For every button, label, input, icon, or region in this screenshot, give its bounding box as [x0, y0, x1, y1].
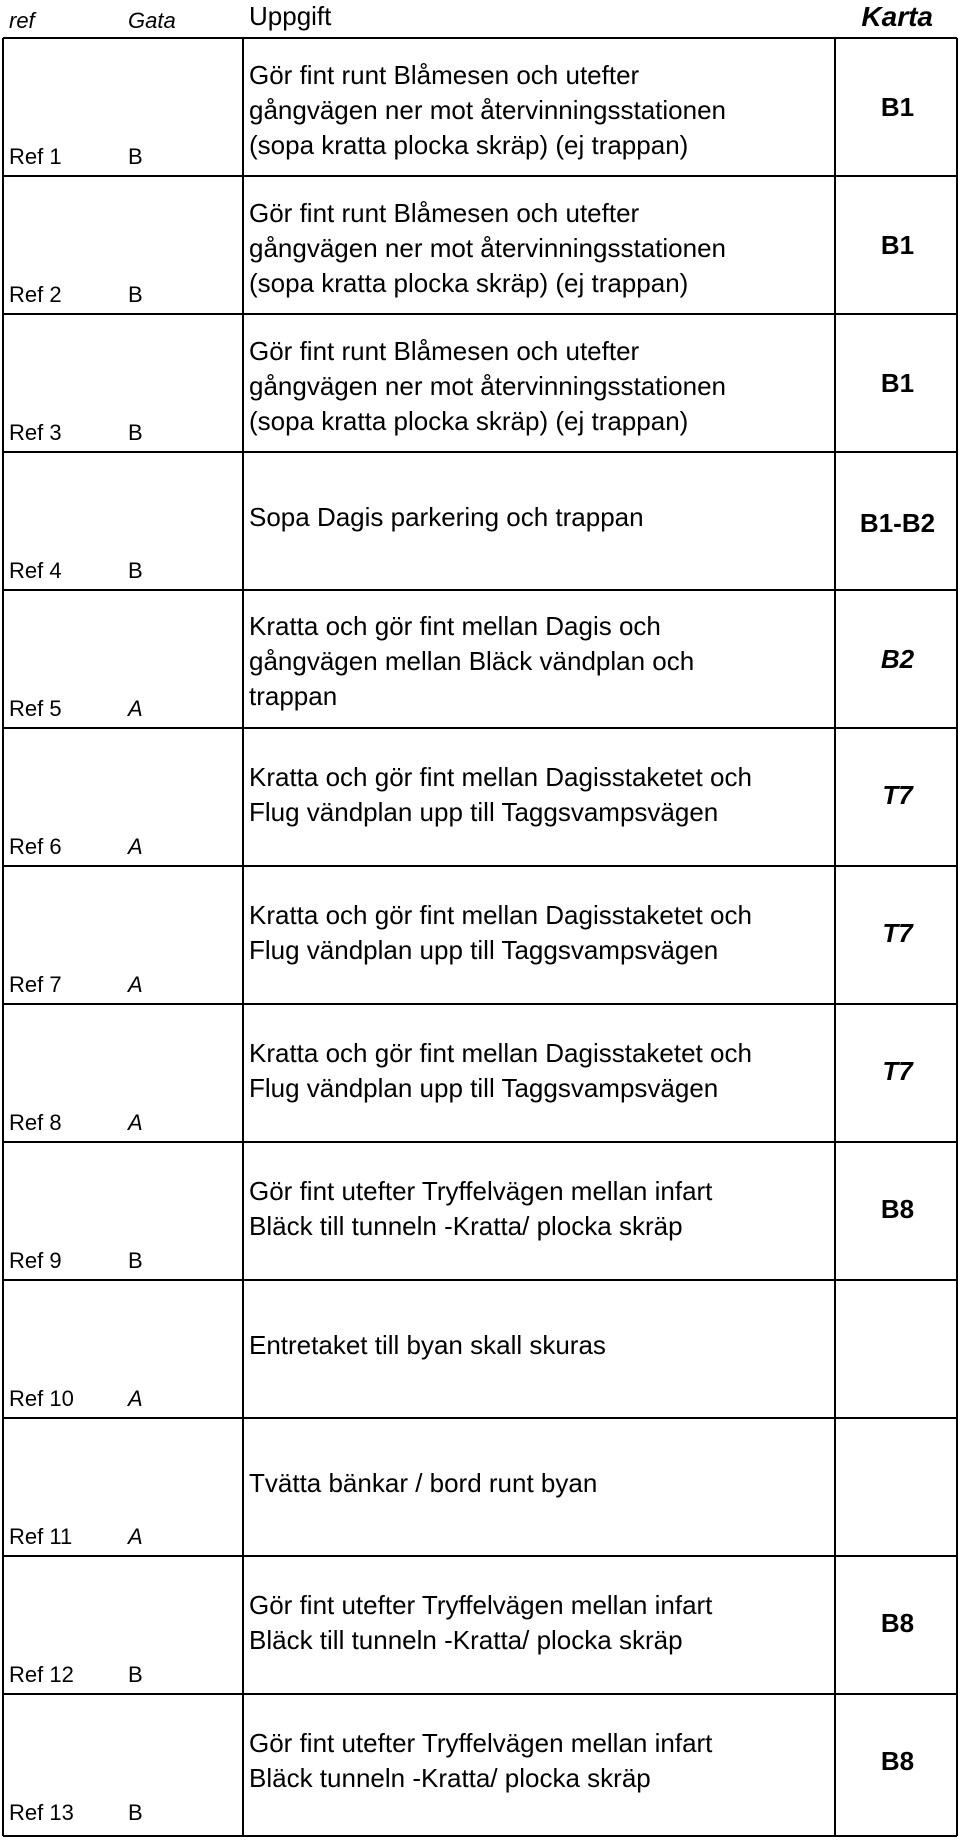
row-gata: A — [128, 972, 143, 997]
task-line: Tvätta bänkar / bord runt byan — [249, 1468, 598, 1498]
row-task — [249, 609, 829, 714]
row-gata: B — [128, 1800, 143, 1825]
table-row — [0, 38, 960, 176]
row-gata: A — [128, 696, 143, 721]
task-line: Flug vändplan upp till Taggsvampsvägen — [249, 935, 719, 965]
row-ref: Ref 2 — [9, 282, 62, 307]
task-line: Gör fint runt Blåmesen och utefter — [249, 198, 640, 228]
table-row — [0, 176, 960, 314]
row-task — [249, 1466, 829, 1501]
row-ref: Ref 6 — [9, 834, 62, 859]
table-row — [0, 1142, 960, 1280]
row-ref: Ref 9 — [9, 1248, 62, 1273]
row-map: B1 — [880, 230, 915, 260]
table-row — [0, 728, 960, 866]
row-ref: Ref 8 — [9, 1110, 62, 1135]
row-map: B1 — [880, 92, 915, 122]
row-gata: B — [128, 558, 143, 583]
task-line: Flug vändplan upp till Taggsvampsvägen — [249, 797, 719, 827]
task-line: (sopa kratta plocka skräp) (ej trappan) — [249, 406, 689, 436]
row-gata: A — [128, 1386, 143, 1411]
header-map: Karta — [861, 1, 933, 32]
row-map: B8 — [880, 1608, 915, 1638]
row-ref: Ref 5 — [9, 696, 62, 721]
task-line: Kratta och gör fint mellan Dagis och — [249, 611, 661, 641]
task-line: Bläck till tunneln -Kratta/ plocka skräp — [249, 1625, 683, 1655]
row-ref: Ref 10 — [9, 1386, 74, 1411]
header-task: Uppgift — [249, 1, 332, 31]
row-gata: A — [128, 1524, 143, 1549]
task-line: (sopa kratta plocka skräp) (ej trappan) — [249, 130, 689, 160]
row-map: B8 — [880, 1746, 915, 1776]
row-map: B2 — [880, 644, 915, 674]
task-line: trappan — [249, 681, 338, 711]
row-task — [249, 500, 829, 535]
task-line: Kratta och gör fint mellan Dagisstaketet och — [249, 900, 752, 930]
row-ref: Ref 4 — [9, 558, 62, 583]
table-row — [0, 452, 960, 590]
row-gata: A — [128, 1110, 143, 1135]
task-line: gångvägen mellan Bläck vändplan och — [249, 646, 695, 676]
table-row — [0, 590, 960, 728]
header-gata: Gata — [128, 8, 176, 33]
task-line: Gör fint utefter Tryffelvägen mellan infart — [249, 1590, 713, 1620]
task-line: Bläck till tunneln -Kratta/ plocka skräp — [249, 1211, 683, 1241]
table-row — [0, 1556, 960, 1694]
row-task — [249, 196, 829, 301]
task-line: gångvägen ner mot återvinningsstationen — [249, 233, 726, 263]
table-row — [0, 866, 960, 1004]
row-map: T7 — [882, 1056, 913, 1086]
task-line: Kratta och gör fint mellan Dagisstaketet och — [249, 1038, 752, 1068]
row-ref: Ref 3 — [9, 420, 62, 445]
row-gata: B — [128, 420, 143, 445]
row-map: B1-B2 — [859, 508, 936, 538]
row-ref: Ref 7 — [9, 972, 62, 997]
row-gata: B — [128, 1248, 143, 1273]
task-line: (sopa kratta plocka skräp) (ej trappan) — [249, 268, 689, 298]
row-gata: B — [128, 144, 143, 169]
row-task — [249, 1328, 829, 1363]
row-map: B1 — [880, 368, 915, 398]
task-line: Kratta och gör fint mellan Dagisstaketet och — [249, 762, 752, 792]
task-line: Sopa Dagis parkering och trappan — [249, 502, 644, 532]
table-row — [0, 1418, 960, 1556]
table-row — [0, 314, 960, 452]
task-line: Gör fint runt Blåmesen och utefter — [249, 60, 640, 90]
row-task — [249, 760, 829, 830]
row-task — [249, 1036, 829, 1106]
row-task — [249, 58, 829, 163]
row-ref: Ref 13 — [9, 1800, 74, 1825]
row-task — [249, 1726, 829, 1796]
row-task — [249, 1588, 829, 1658]
row-gata: B — [128, 282, 143, 307]
task-line: Gör fint runt Blåmesen och utefter — [249, 336, 640, 366]
task-line: gångvägen ner mot återvinningsstationen — [249, 95, 726, 125]
table-row — [0, 1694, 960, 1832]
row-task — [249, 1174, 829, 1244]
table-header — [0, 0, 960, 36]
task-line: Bläck tunneln -Kratta/ plocka skräp — [249, 1763, 651, 1793]
row-task — [249, 898, 829, 968]
task-line: Flug vändplan upp till Taggsvampsvägen — [249, 1073, 719, 1103]
task-line: Gör fint utefter Tryffelvägen mellan infart — [249, 1728, 713, 1758]
task-line: Gör fint utefter Tryffelvägen mellan infart — [249, 1176, 713, 1206]
task-line: Entretaket till byan skall skuras — [249, 1330, 606, 1360]
header-ref: ref — [9, 8, 35, 33]
row-gata: B — [128, 1662, 143, 1687]
task-line: gångvägen ner mot återvinningsstationen — [249, 371, 726, 401]
table-row — [0, 1280, 960, 1418]
row-ref: Ref 1 — [9, 144, 62, 169]
table-row — [0, 1004, 960, 1142]
row-ref: Ref 12 — [9, 1662, 74, 1687]
row-ref: Ref 11 — [9, 1524, 73, 1549]
row-gata: A — [128, 834, 143, 859]
row-map: T7 — [882, 780, 913, 810]
row-map: B8 — [880, 1194, 915, 1224]
row-task — [249, 334, 829, 439]
row-map: T7 — [882, 918, 913, 948]
